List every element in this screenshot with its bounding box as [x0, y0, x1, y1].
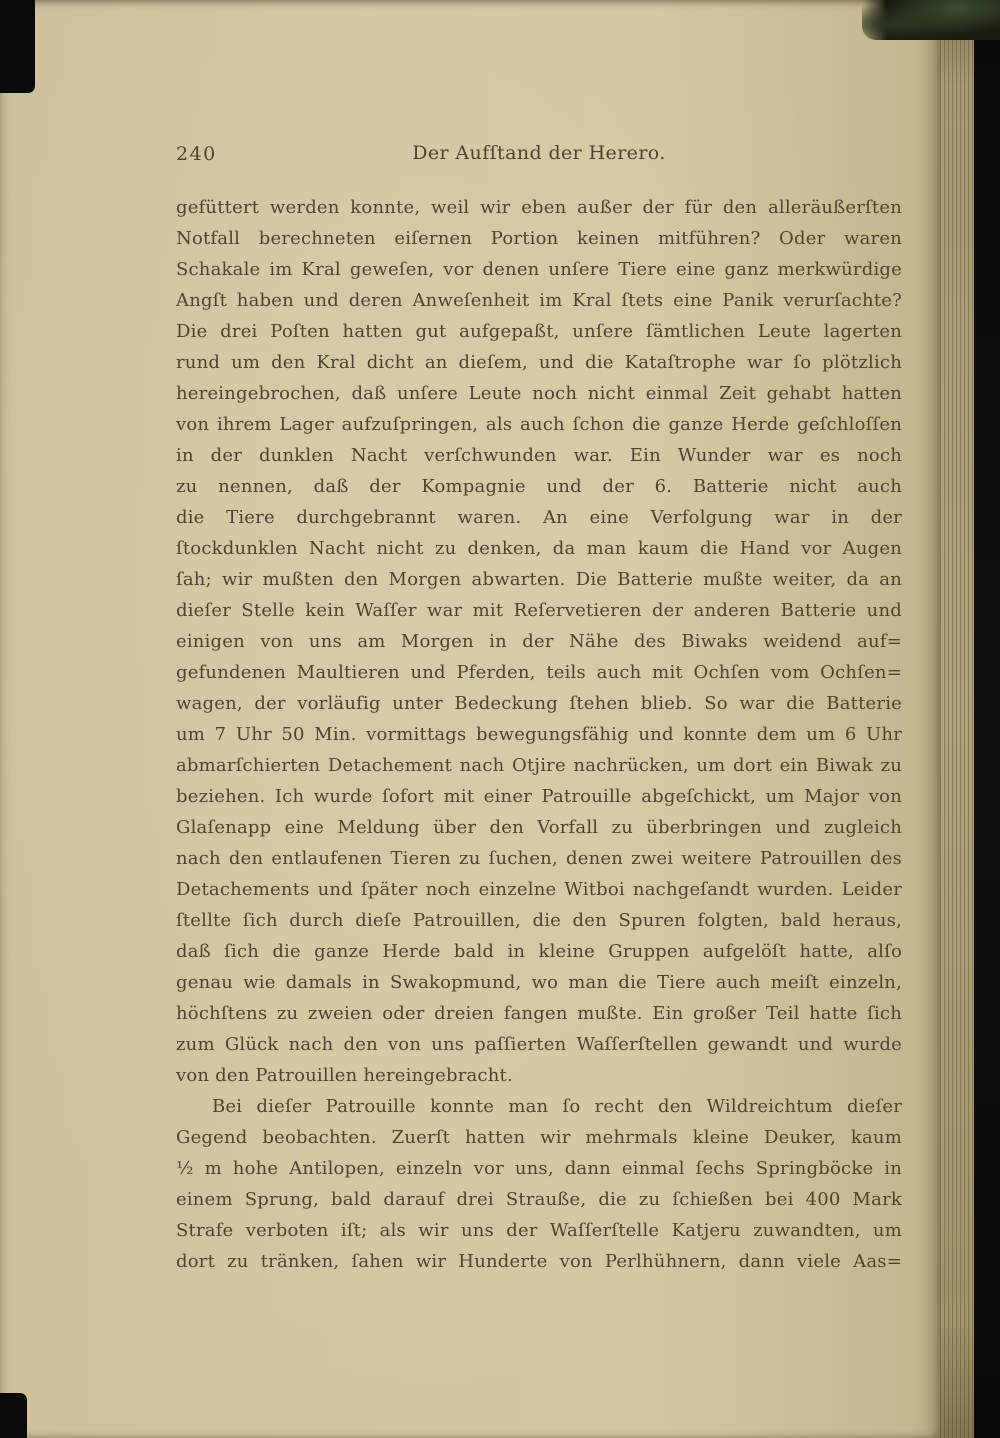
text-line: ſah; wir mußten den Morgen abwarten. Die Batterie mußte weiter, da an — [176, 569, 902, 590]
text-line: hereingebrochen, daß unſere Leute noch nicht einmal Zeit gehabt hatten — [176, 383, 902, 404]
text-line: abmarſchierten Detachement nach Otjire nachrücken, um dort ein Biwak zu — [176, 755, 902, 776]
book-fore-edge-pages — [940, 0, 974, 1438]
text-line: ſtockdunklen Nacht nicht zu denken, da man kaum die Hand vor Augen — [176, 538, 902, 559]
text-line: von ihrem Lager aufzuſpringen, als auch ſchon die ganze Herde geſchloſſen — [176, 414, 902, 435]
text-line: Die drei Poſten hatten gut aufgepaßt, unſere ſämtlichen Leute lagerten — [176, 321, 902, 342]
text-line: Strafe verboten iſt; als wir uns der Waſſerſtelle Katjeru zuwandten, um — [176, 1220, 902, 1241]
text-line: in der dunklen Nacht verſchwunden war. Ein Wunder war es noch — [176, 445, 902, 466]
page-number: 240 — [176, 143, 217, 165]
text-column — [176, 142, 902, 1277]
page-body-text — [176, 192, 902, 1277]
scanner-background-bottom-left — [0, 1393, 27, 1438]
running-header-title: Der Aufſtand der Herero. — [412, 142, 666, 164]
scanner-background-right — [974, 0, 1000, 1438]
text-line: Glaſenapp eine Meldung über den Vorfall zu überbringen und zugleich — [176, 817, 902, 838]
text-line: von den Patrouillen hereingebracht. — [176, 1065, 513, 1086]
text-line: ſtellte ſich durch dieſe Patrouillen, die den Spuren folgten, bald heraus, — [176, 910, 902, 931]
text-line: Schakale im Kral geweſen, vor denen unſere Tiere eine ganz merkwürdige — [176, 259, 902, 280]
text-line: beziehen. Ich wurde ſofort mit einer Patrouille abgeſchickt, um Major von — [176, 786, 902, 807]
text-line: Bei dieſer Patrouille konnte man ſo recht den Wildreichtum dieſer — [212, 1096, 902, 1117]
text-line: gefundenen Maultieren und Pferden, teils auch mit Ochſen vom Ochſen= — [176, 662, 902, 683]
text-line: Angſt haben und deren Anweſenheit im Kral ſtets eine Panik verurſachte? — [176, 290, 902, 311]
text-line: dieſer Stelle kein Waſſer war mit Reſervetieren der anderen Batterie und — [176, 600, 902, 621]
text-line: daß ſich die ganze Herde bald in kleine Gruppen aufgelöſt hatte, alſo — [176, 941, 902, 962]
book-binding-top-right — [862, 0, 1000, 40]
text-line: zu nennen, daß der Kompagnie und der 6. Batterie nicht auch — [176, 476, 902, 497]
text-line: ½ m hohe Antilopen, einzeln vor uns, dann einmal ſechs Springböcke in — [176, 1158, 902, 1179]
text-line: rund um den Kral dicht an dieſem, und die Kataſtrophe war ſo plötzlich — [176, 352, 902, 373]
text-line: dort zu tränken, ſahen wir Hunderte von Perlhühnern, dann viele Aas= — [176, 1251, 902, 1272]
text-line: Gegend beobachten. Zuerſt hatten wir mehrmals kleine Deuker, kaum — [176, 1127, 902, 1148]
text-line: genau wie damals in Swakopmund, wo man die Tiere auch meiſt einzeln, — [176, 972, 902, 993]
page-header — [176, 142, 902, 168]
text-line: die Tiere durchgebrannt waren. An eine Verfolgung war in der — [176, 507, 902, 528]
text-line: nach den entlaufenen Tieren zu ſuchen, denen zwei weitere Patrouillen des — [176, 848, 902, 869]
text-line: um 7 Uhr 50 Min. vormittags bewegungsfähig und konnte dem um 6 Uhr — [176, 724, 902, 745]
text-line: Notfall berechneten eiſernen Portion keinen mitführen? Oder waren — [176, 228, 902, 249]
text-line: gefüttert werden konnte, weil wir eben außer der für den alleräußerſten — [176, 197, 902, 218]
text-line: einigen von uns am Morgen in der Nähe des Biwaks weidend auf= — [176, 631, 902, 652]
text-line: Detachements und ſpäter noch einzelne Witboi nachgeſandt wurden. Leider — [176, 879, 902, 900]
text-line: wagen, der vorläufig unter Bedeckung ſtehen blieb. So war die Batterie — [176, 693, 902, 714]
scanner-background-top-left — [0, 0, 35, 93]
text-line: einem Sprung, bald darauf drei Strauße, die zu ſchießen bei 400 Mark — [176, 1189, 902, 1210]
text-line: höchſtens zu zweien oder dreien fangen mußte. Ein großer Teil hatte ſich — [176, 1003, 902, 1024]
text-line: zum Glück nach den von uns paſſierten Waſſerſtellen gewandt und wurde — [176, 1034, 902, 1055]
